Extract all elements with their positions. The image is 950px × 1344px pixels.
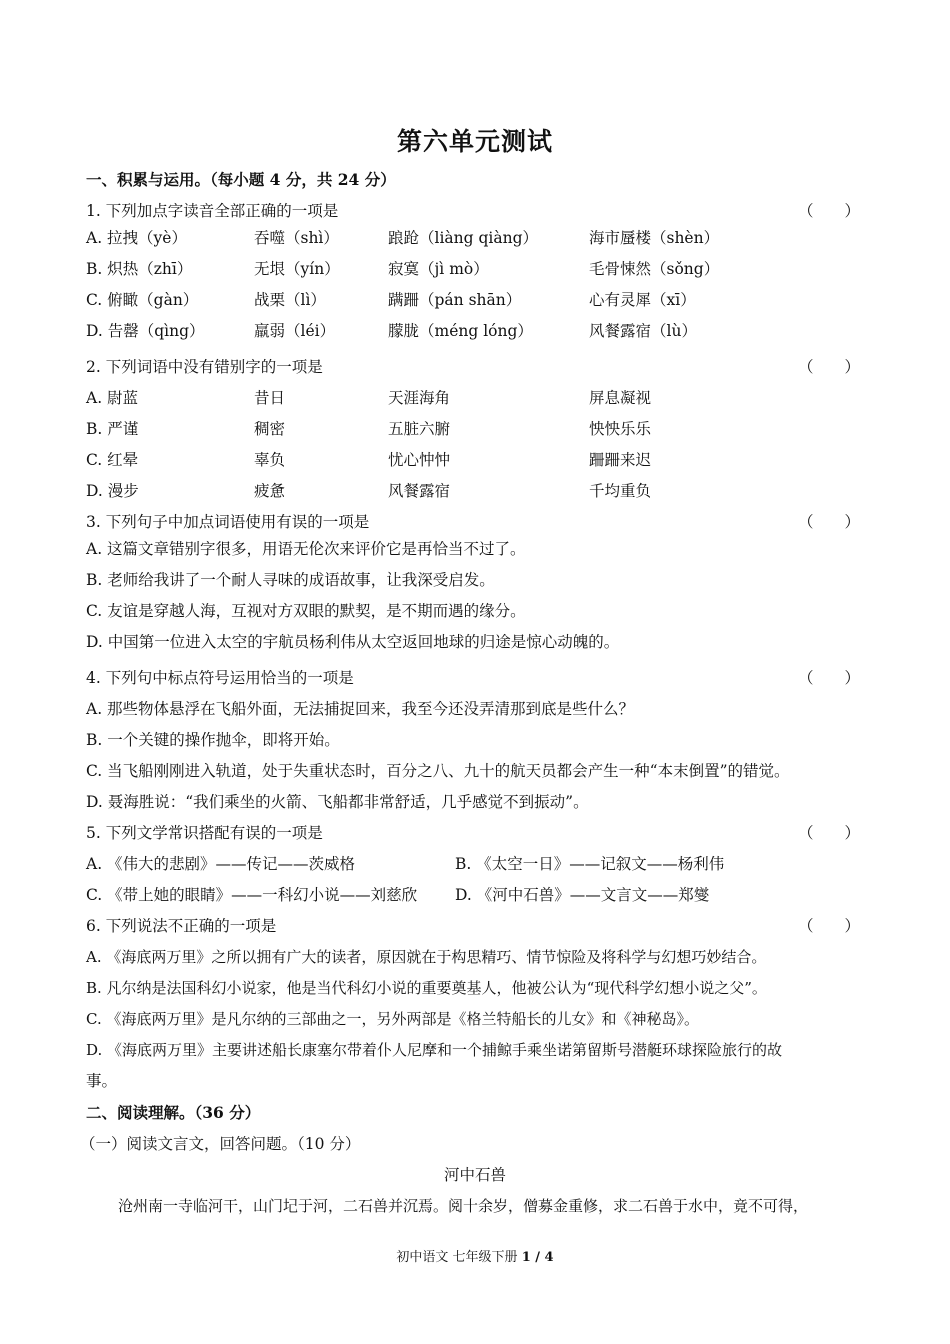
q2-option-c: C. 红晕 [86,451,139,469]
q1-word: 战栗（lì） [254,291,326,309]
q2-word: 天涯海角 [388,389,451,407]
q4-option-d: D. 聂海胜说：“我们乘坐的火箭、飞船都非常舒适，几乎感觉不到振动”。 [86,793,589,811]
q3-option-a: A. 这篇文章错别字很多，用语无伦次来评价它是再恰当不过了。 [86,540,526,558]
q2-option-b: B. 严谨 [86,420,139,438]
q5-option-c: C. 《带上她的眼睛》——一科幻小说——刘慈欣 [86,886,418,904]
q1-word: 寂寞（jì mò） [388,260,489,278]
q2-word: 风餐露宿 [388,482,451,500]
q1-word: 无垠（yín） [254,260,340,278]
q3-option-b: B. 老师给我讲了一个耐人寻味的成语故事，让我深受启发。 [86,571,495,589]
q2-word: 跚跚来迟 [589,451,652,469]
q1-word: 踉跄（liàng qiàng） [388,229,539,247]
part-1-instruction: （一）阅读文言文，回答问题。（10 分） [80,1135,361,1153]
q4-option-c: C. 当飞船刚刚进入轨道，处于失重状态时，百分之八、九十的航天员都会产生一种“本末倒置”的错觉。 [86,762,790,780]
answer-blank-1: （ ） [798,202,861,220]
q5-option-d: D. 《河中石兽》——文言文——郑燮 [455,886,710,904]
q6-option-c: C. 《海底两万里》是凡尔纳的三部曲之一，另外两部是《格兰特船长的儿女》和《神秘岛》。 [86,1010,699,1028]
question-3-stem: 3. 下列句子中加点词语使用有误的一项是 [86,513,370,531]
section-heading-2: 二、阅读理解。（36 分） [86,1103,261,1122]
question-4-stem: 4. 下列句中标点符号运用恰当的一项是 [86,669,354,687]
question-2-stem: 2. 下列词语中没有错别字的一项是 [86,358,323,376]
q2-word: 千均重负 [589,482,652,500]
q1-word: 羸弱（léi） [254,322,336,340]
question-6-stem: 6. 下列说法不正确的一项是 [86,917,277,935]
q1-option-a: A. 拉拽（yè） [86,229,187,247]
answer-blank-4: （ ） [798,669,861,687]
q3-option-d: D. 中国第一位进入太空的宇航员杨利伟从太空返回地球的归途是惊心动魄的。 [86,633,620,651]
q4-option-b: B. 一个关键的操作抛伞，即将开始。 [86,731,340,749]
q2-word: 疲惫 [254,482,286,500]
q5-option-b: B. 《太空一日》——记叙文——杨利伟 [455,855,725,873]
q6-option-d: D. 《海底两万里》主要讲述船长康塞尔带着仆人尼摩和一个捕鲸手乘坐诺第留斯号潜艇环球探险旅行的故 [86,1041,783,1059]
q3-option-c: C. 友谊是穿越人海，互视对方双眼的默契，是不期而遇的缘分。 [86,602,526,620]
section-heading-1: 一、积累与运用。（每小题 4 分，共 24 分） [86,170,396,189]
passage-text: 沧州南一寺临河干，山门圮于河，二石兽并沉焉。阅十余岁，僧募金重修，求二石兽于水中，竟不可得， [118,1197,809,1215]
q1-word: 朦胧（méng lóng） [388,322,533,340]
q1-word: 吞噬（shì） [254,229,339,247]
q2-word: 怏怏乐乐 [589,420,652,438]
q2-word: 屏息凝视 [589,389,652,407]
q6-option-b: B. 凡尔纳是法国科幻小说家，他是当代科幻小说的重要奠基人，他被公认为“现代科学幻想小说之父”。 [86,979,767,997]
q2-word: 昔日 [254,389,286,407]
q2-word: 稠密 [254,420,286,438]
q1-word: 毛骨悚然（sǒng） [589,260,720,278]
footer-course: 初中语文 七年级下册 [396,1250,522,1265]
q2-word: 五脏六腑 [388,420,451,438]
page-title: 第六单元测试 [396,127,553,156]
q1-word: 海市蜃楼（shèn） [589,229,720,247]
q5-option-a: A. 《伟大的悲剧》——传记——茨威格 [86,855,356,873]
q6-option-a: A. 《海底两万里》之所以拥有广大的读者，原因就在于构思精巧、情节惊险及将科学与幻想巧妙结合。 [86,948,767,966]
answer-blank-5: （ ） [798,824,861,842]
q1-option-d: D. 告罄（qìng） [86,322,205,340]
answer-blank-3: （ ） [798,513,861,531]
q1-word: 心有灵犀（xī） [589,291,696,309]
q4-option-a: A. 那些物体悬浮在飞船外面，无法捕捉回来，我至今还没弄清那到底是些什么？ [86,700,635,718]
q2-word: 忧心忡忡 [388,451,451,469]
q1-option-c: C. 俯瞰（gàn） [86,291,199,309]
answer-blank-2: （ ） [798,358,861,376]
passage-title: 河中石兽 [443,1166,506,1184]
page-number: 1 / 4 [521,1250,554,1265]
page-footer [0,1246,950,1265]
question-5-stem: 5. 下列文学常识搭配有误的一项是 [86,824,323,842]
q1-word: 风餐露宿（lù） [589,322,697,340]
q6-option-d-continued: 事。 [86,1072,118,1090]
question-1-stem: 1. 下列加点字读音全部正确的一项是 [86,202,339,220]
q1-word: 蹒跚（pán shān） [388,291,522,309]
q2-option-a: A. 尉蓝 [86,389,139,407]
q2-option-d: D. 漫步 [86,482,139,500]
q1-option-b: B. 炽热（zhī） [86,260,193,278]
q2-word: 辜负 [254,451,286,469]
answer-blank-6: （ ） [798,917,861,935]
